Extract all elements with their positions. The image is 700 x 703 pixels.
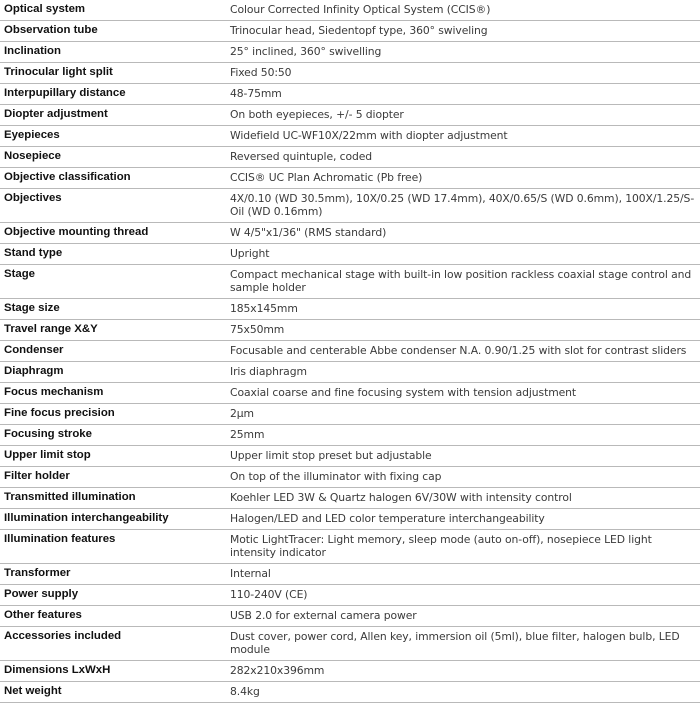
spec-row: [0, 341, 700, 362]
spec-row: [0, 168, 700, 189]
spec-value: 48-75mm: [230, 87, 282, 100]
spec-label: Interpupillary distance: [4, 87, 126, 99]
spec-label: Stage: [4, 268, 36, 280]
spec-label: Condenser: [4, 344, 64, 356]
spec-value: Upright: [230, 247, 270, 260]
spec-value: Trinocular head, Siedentopf type, 360° swiveling: [230, 24, 488, 37]
spec-value: 4X/0.10 (WD 30.5mm), 10X/0.25 (WD 17.4mm), 40X/0.65/S (WD 0.6mm), 100X/1.25/S-Oil (WD 0.16mm): [230, 192, 695, 218]
spec-label: Observation tube: [4, 24, 98, 36]
spec-label: Focusing stroke: [4, 428, 92, 440]
spec-value: 110-240V (CE): [230, 588, 308, 601]
spec-row: [0, 265, 700, 299]
spec-label: Fine focus precision: [4, 407, 115, 419]
spec-value: CCIS® UC Plan Achromatic (Pb free): [230, 171, 423, 184]
spec-label: Optical system: [4, 3, 86, 15]
spec-label: Diaphragm: [4, 365, 64, 377]
spec-value: Motic LightTracer: Light memory, sleep mode (auto on-off), nosepiece LED light intensity indicator: [230, 533, 652, 559]
spec-row: [0, 530, 700, 564]
spec-row: [0, 189, 700, 223]
spec-row: [0, 63, 700, 84]
spec-row: [0, 509, 700, 530]
spec-value: Upper limit stop preset but adjustable: [230, 449, 432, 462]
spec-value: 25° inclined, 360° swivelling: [230, 45, 382, 58]
spec-row: [0, 682, 700, 703]
spec-value: Compact mechanical stage with built-in low position rackless coaxial stage control and sample holder: [230, 268, 692, 294]
spec-row: [0, 404, 700, 425]
spec-label: Trinocular light split: [4, 66, 113, 78]
spec-row: [0, 627, 700, 661]
spec-value: Focusable and centerable Abbe condenser N.A. 0.90/1.25 with slot for contrast sliders: [230, 344, 687, 357]
spec-label: Nosepiece: [4, 150, 61, 162]
spec-label: Objective classification: [4, 171, 131, 183]
spec-row: [0, 585, 700, 606]
spec-value: Halogen/LED and LED color temperature interchangeability: [230, 512, 545, 525]
spec-row: [0, 244, 700, 265]
spec-value: Reversed quintuple, coded: [230, 150, 373, 163]
spec-row: [0, 362, 700, 383]
spec-label: Illumination features: [4, 533, 116, 545]
spec-row: [0, 21, 700, 42]
spec-row: [0, 320, 700, 341]
spec-value: 25mm: [230, 428, 265, 441]
spec-label: Upper limit stop: [4, 449, 91, 461]
spec-value: On top of the illuminator with fixing cap: [230, 470, 442, 483]
spec-value: 185x145mm: [230, 302, 298, 315]
spec-row: [0, 425, 700, 446]
spec-row: [0, 42, 700, 63]
spec-label: Transmitted illumination: [4, 491, 136, 503]
spec-value: 75x50mm: [230, 323, 285, 336]
spec-value: Fixed 50:50: [230, 66, 292, 79]
spec-value: W 4/5"x1/36" (RMS standard): [230, 226, 387, 239]
spec-value: On both eyepieces, +/- 5 diopter: [230, 108, 404, 121]
spec-label: Other features: [4, 609, 82, 621]
spec-value: USB 2.0 for external camera power: [230, 609, 417, 622]
spec-label: Focus mechanism: [4, 386, 104, 398]
spec-row: [0, 84, 700, 105]
spec-label: Accessories included: [4, 630, 122, 642]
spec-row: [0, 446, 700, 467]
spec-value: 8.4kg: [230, 685, 260, 698]
spec-label: Inclination: [4, 45, 61, 57]
spec-row: [0, 0, 700, 21]
spec-value: Colour Corrected Infinity Optical System (CCIS®): [230, 3, 491, 16]
spec-row: [0, 126, 700, 147]
spec-row: [0, 564, 700, 585]
spec-label: Filter holder: [4, 470, 70, 482]
spec-label: Stand type: [4, 247, 63, 259]
spec-row: [0, 467, 700, 488]
spec-value: 282x210x396mm: [230, 664, 325, 677]
spec-row: [0, 147, 700, 168]
spec-value: Widefield UC-WF10X/22mm with diopter adjustment: [230, 129, 508, 142]
spec-label: Eyepieces: [4, 129, 60, 141]
spec-label: Illumination interchangeability: [4, 512, 169, 524]
spec-label: Transformer: [4, 567, 71, 579]
spec-label: Net weight: [4, 685, 62, 697]
spec-value: Dust cover, power cord, Allen key, immersion oil (5ml), blue filter, halogen bulb, LED module: [230, 630, 680, 656]
spec-value: 2μm: [230, 407, 254, 420]
spec-label: Power supply: [4, 588, 79, 600]
spec-row: [0, 383, 700, 404]
spec-row: [0, 299, 700, 320]
spec-value: Iris diaphragm: [230, 365, 307, 378]
spec-value: Coaxial coarse and fine focusing system with tension adjustment: [230, 386, 577, 399]
spec-label: Dimensions LxWxH: [4, 664, 111, 676]
spec-label: Diopter adjustment: [4, 108, 108, 120]
spec-row: [0, 223, 700, 244]
spec-value: Internal: [230, 567, 271, 580]
spec-row: [0, 606, 700, 627]
spec-label: Travel range X&Y: [4, 323, 98, 335]
spec-label: Objective mounting thread: [4, 226, 149, 238]
spec-row: [0, 661, 700, 682]
spec-row: [0, 105, 700, 126]
spec-label: Stage size: [4, 302, 60, 314]
spec-row: [0, 488, 700, 509]
spec-label: Objectives: [4, 192, 62, 204]
spec-value: Koehler LED 3W & Quartz halogen 6V/30W with intensity control: [230, 491, 572, 504]
